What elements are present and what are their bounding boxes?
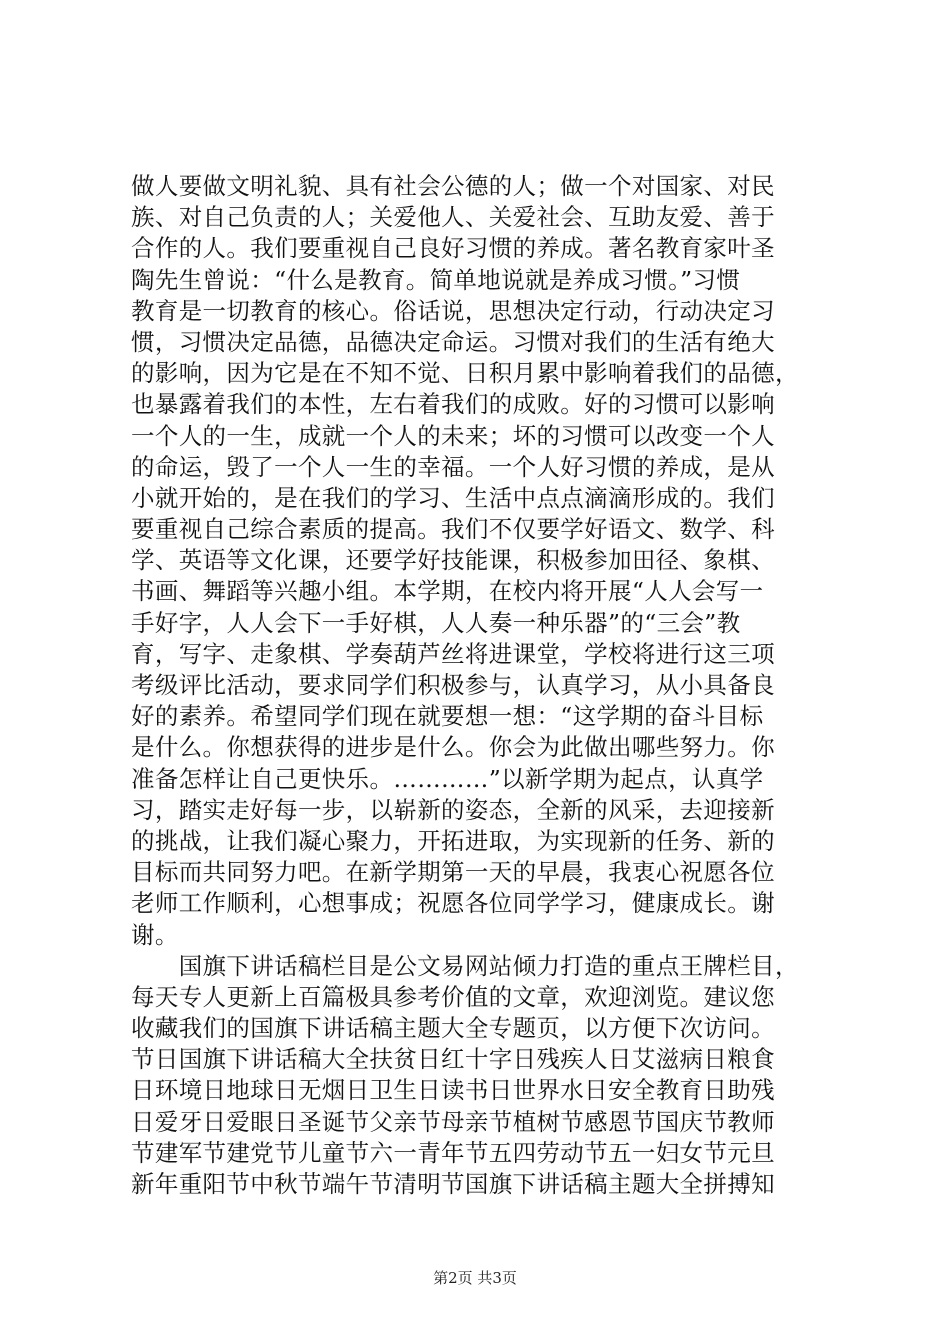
text-line: 陶先生曾说：“什么是教育。简单地说就是养成习惯。”习惯: [131, 265, 741, 294]
text-line: 节日国旗下讲话稿大全扶贫日红十字日残疾人日艾滋病日粮食: [131, 1045, 775, 1074]
text-line: 每天专人更新上百篇极具参考价值的文章，欢迎浏览。建议您: [131, 982, 775, 1011]
text-line: 好的素养。希望同学们现在就要想一想：“这学期的奋斗目标: [131, 702, 764, 731]
text-line: 是什么。你想获得的进步是什么。你会为此做出哪些努力。你: [131, 733, 775, 762]
text-line: 目标而共同努力吧。在新学期第一天的早晨，我衷心祝愿各位: [131, 858, 775, 887]
text-line: 的挑战，让我们凝心聚力，开拓进取，为实现新的任务、新的: [131, 826, 775, 855]
text-line: 的命运，毁了一个人一生的幸福。一个人好习惯的养成，是从: [131, 452, 775, 481]
text-line: 书画、舞蹈等兴趣小组。本学期，在校内将开展“人人会写一: [131, 577, 764, 606]
text-line: 育，写字、走象棋、学奏葫芦丝将进课堂，学校将进行这三项: [131, 639, 775, 668]
text-line: 族、对自己负责的人；关爱他人、关爱社会、互助友爱、善于: [131, 203, 775, 232]
text-line: 做人要做文明礼貌、具有社会公德的人；做一个对国家、对民: [131, 172, 775, 200]
text-line: 也暴露着我们的本性，左右着我们的成败。好的习惯可以影响: [131, 390, 775, 419]
text-line: 学、英语等文化课，还要学好技能课，积极参加田径、象棋、: [131, 546, 775, 575]
page-footer: 第2页 共3页: [433, 1269, 517, 1287]
text-line: 的影响，因为它是在不知不觉、日积月累中影响着我们的品德，: [131, 359, 799, 388]
text-line: 考级评比活动，要求同学们积极参与，认真学习，从小具备良: [131, 671, 775, 699]
text-line: 习，踏实走好每一步，以崭新的姿态，全新的风采，去迎接新: [131, 795, 775, 824]
text-line: 小就开始的，是在我们的学习、生活中点点滴滴形成的。我们: [131, 483, 775, 512]
text-line: 谢。: [131, 920, 179, 949]
text-line: 收藏我们的国旗下讲话稿主题大全专题页，以方便下次访问。: [131, 1014, 775, 1043]
text-line: 日爱牙日爱眼日圣诞节父亲节母亲节植树节感恩节国庆节教师: [131, 1107, 775, 1136]
text-line: 要重视自己综合素质的提高。我们不仅要学好语文、数学、科: [131, 515, 775, 544]
text-line: 手好字，人人会下一手好棋，人人奏一种乐器”的“三会”教: [131, 608, 741, 637]
text-line: 国旗下讲话稿栏目是公文易网站倾力打造的重点王牌栏目，: [131, 951, 799, 980]
text-line: 教育是一切教育的核心。俗话说，思想决定行动，行动决定习: [131, 296, 775, 325]
text-line: 日环境日地球日无烟日卫生日读书日世界水日安全教育日助残: [131, 1076, 775, 1105]
text-line: 合作的人。我们要重视自己良好习惯的养成。著名教育家叶圣: [131, 234, 775, 263]
text-line: 节建军节建党节儿童节六一青年节五四劳动节五一妇女节元旦: [131, 1138, 775, 1167]
text-line: 新年重阳节中秋节端午节清明节国旗下讲话稿主题大全拼搏知: [131, 1170, 775, 1198]
text-line: 一个人的一生，成就一个人的未来；坏的习惯可以改变一个人: [131, 421, 775, 450]
text-line: 惯，习惯决定品德，品德决定命运。习惯对我们的生活有绝大: [131, 327, 775, 356]
body-text: [131, 171, 821, 1200]
text-line: 准备怎样让自己更快乐。…………”以新学期为起点，认真学: [131, 764, 764, 793]
text-line: 老师工作顺利，心想事成；祝愿各位同学学习，健康成长。谢: [131, 889, 775, 918]
